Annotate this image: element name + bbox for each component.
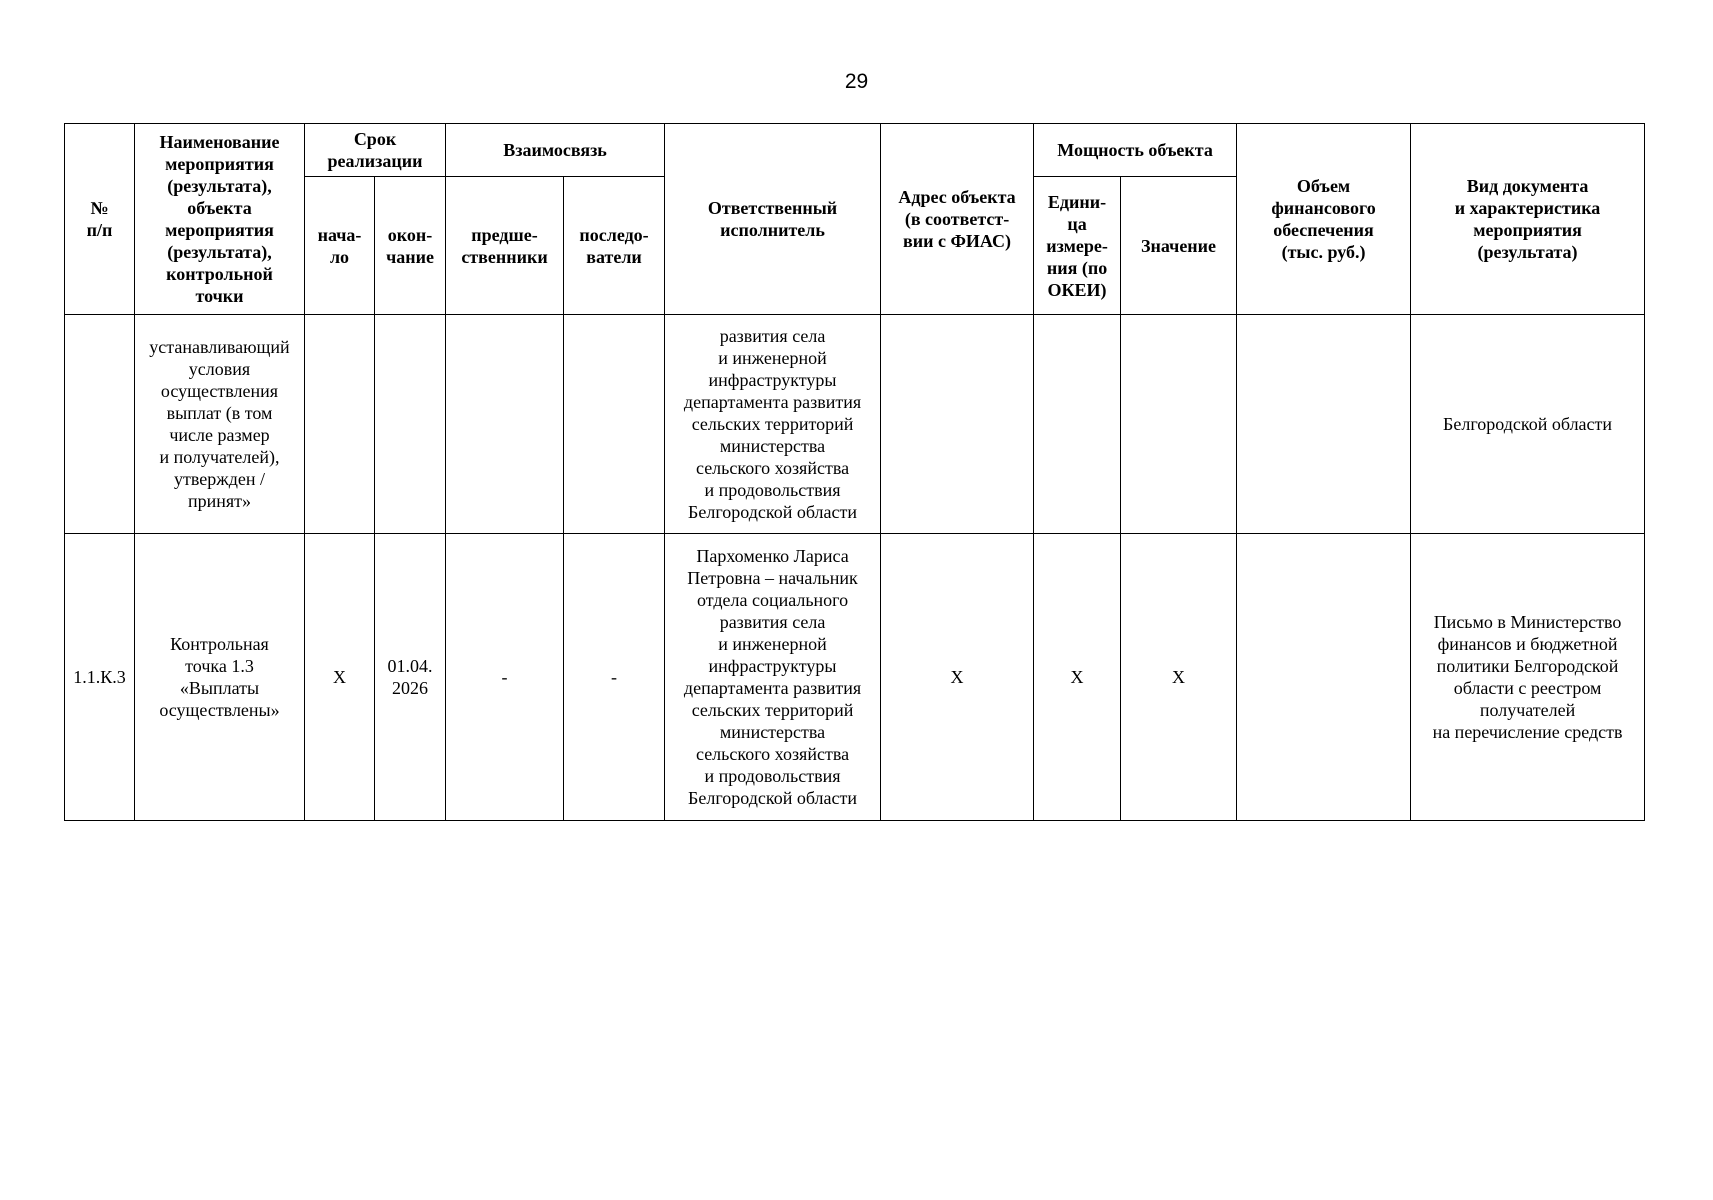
header-link-pred: предше- ственники: [446, 177, 564, 315]
cell-executor: Пархоменко Лариса Петровна – начальник отдела социального развития села и инженерной инфраструктуры департамента развития сельских территорий министерства сельского хозяйства и продовольствия Белгородской области: [665, 534, 881, 821]
cell-num: 1.1.К.3: [65, 534, 135, 821]
cell-succ: [564, 315, 665, 534]
header-link-succ: последо- ватели: [564, 177, 665, 315]
header-doc: Вид документа и характеристика мероприятия (результата): [1411, 124, 1645, 315]
cell-unit: [1034, 315, 1121, 534]
header-term: Срок реализации: [305, 124, 446, 177]
header-term-end: окон- чание: [375, 177, 446, 315]
header-capacity: Мощность объекта: [1034, 124, 1237, 177]
table-row: [65, 315, 1645, 534]
header-row-1: [65, 124, 1645, 177]
cell-doc: Письмо в Министерство финансов и бюджетной политики Белгородской области с реестром получателей на перечисление средств: [1411, 534, 1645, 821]
cell-finance: [1237, 534, 1411, 821]
header-executor: Ответственный исполнитель: [665, 124, 881, 315]
cell-executor: развития села и инженерной инфраструктуры департамента развития сельских территорий министерства сельского хозяйства и продовольствия Белгородской области: [665, 315, 881, 534]
cell-unit: X: [1034, 534, 1121, 821]
header-num: № п/п: [65, 124, 135, 315]
cell-pred: [446, 315, 564, 534]
table-row: [65, 534, 1645, 821]
header-name: Наименование мероприятия (результата), объекта мероприятия (результата), контрольной точки: [135, 124, 305, 315]
cell-num: [65, 315, 135, 534]
header-finance: Объем финансового обеспечения (тыс. руб.): [1237, 124, 1411, 315]
page-number: 29: [844, 70, 869, 93]
cell-value: [1121, 315, 1237, 534]
cell-start: X: [305, 534, 375, 821]
header-capacity-value: Значение: [1121, 177, 1237, 315]
cell-address: [881, 315, 1034, 534]
cell-finance: [1237, 315, 1411, 534]
header-capacity-unit: Едини- ца измере- ния (по ОКЕИ): [1034, 177, 1121, 315]
cell-name: устанавливающий условия осуществления выплат (в том числе размер и получателей), утвержден / принят»: [135, 315, 305, 534]
cell-doc: Белгородской области: [1411, 315, 1645, 534]
cell-end: 01.04. 2026: [375, 534, 446, 821]
header-link: Взаимосвязь: [446, 124, 665, 177]
cell-name: Контрольная точка 1.3 «Выплаты осуществлены»: [135, 534, 305, 821]
cell-start: [305, 315, 375, 534]
cell-succ: -: [564, 534, 665, 821]
cell-value: X: [1121, 534, 1237, 821]
cell-end: [375, 315, 446, 534]
cell-address: X: [881, 534, 1034, 821]
activity-plan-table: [64, 123, 1645, 821]
cell-pred: -: [446, 534, 564, 821]
table-header: [65, 124, 1645, 315]
header-address: Адрес объекта (в соответст- вии с ФИАС): [881, 124, 1034, 315]
header-term-start: нача- ло: [305, 177, 375, 315]
